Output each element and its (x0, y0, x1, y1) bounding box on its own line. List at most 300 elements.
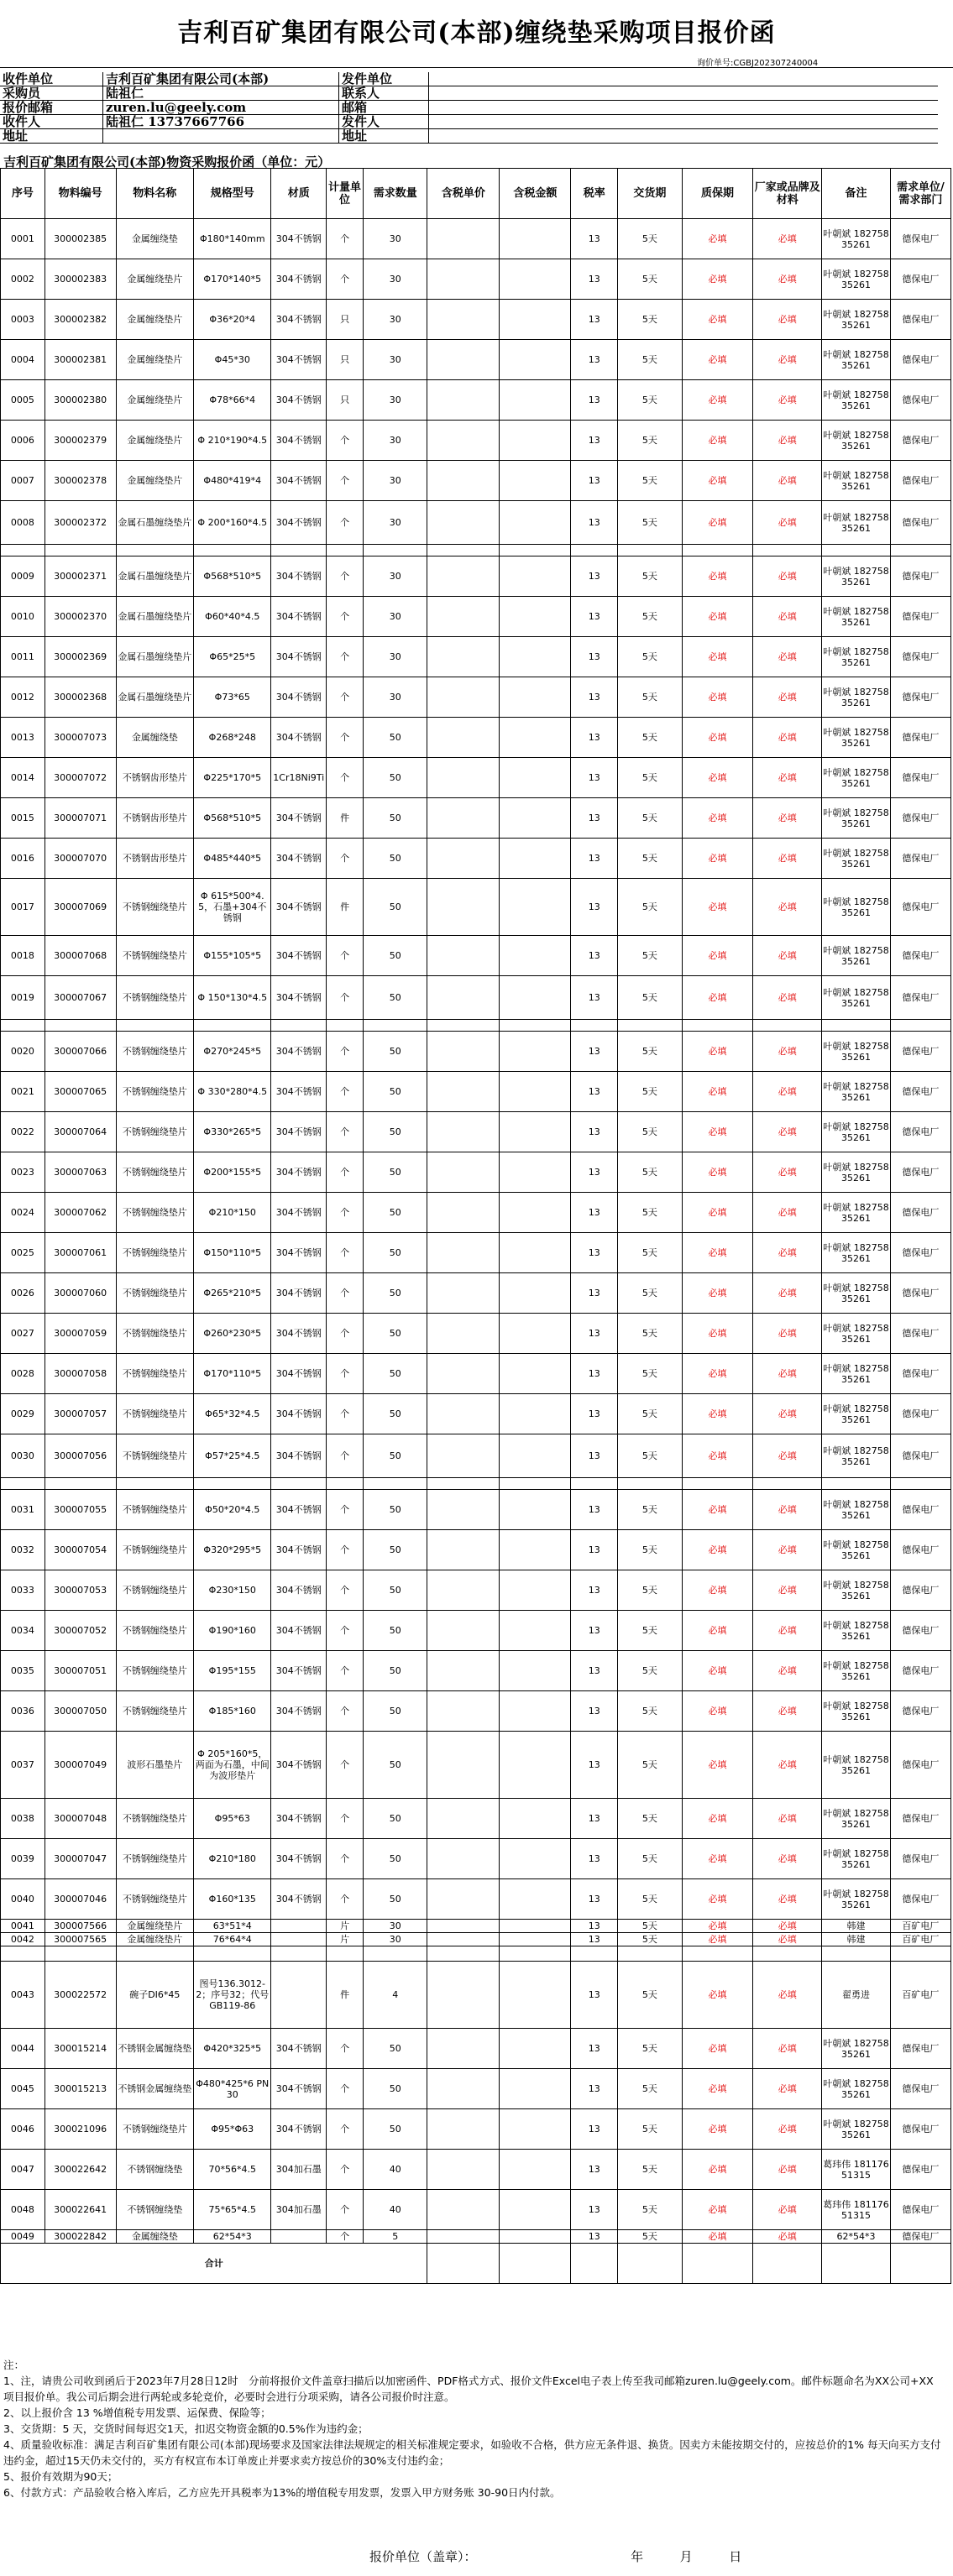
amount-input[interactable] (500, 1570, 571, 1611)
remark: 叶朝斌 18275835261 (822, 597, 891, 637)
amount-input[interactable] (500, 2150, 571, 2190)
amount-input[interactable] (500, 798, 571, 839)
department: 德保电厂 (890, 2029, 950, 2069)
warranty-field[interactable]: 必填 (682, 1920, 753, 1933)
warranty-field[interactable]: 必填 (682, 2029, 753, 2069)
brand-field[interactable]: 必填 (753, 1962, 822, 2029)
unit-price-input[interactable] (427, 1032, 500, 1072)
warranty-field[interactable]: 必填 (682, 2069, 753, 2109)
warranty-field[interactable]: 必填 (682, 501, 753, 545)
brand-field[interactable]: 必填 (753, 1354, 822, 1394)
delivery-period: 5天 (618, 1490, 682, 1530)
unit-price-input[interactable] (427, 461, 500, 501)
unit: 个 (327, 1072, 364, 1112)
unit-price-input[interactable] (427, 1273, 500, 1314)
warranty-field[interactable]: 必填 (682, 1072, 753, 1112)
note-line: 5、报价有效期为90天； (3, 2470, 118, 2483)
amount-input[interactable] (500, 718, 571, 758)
table-subtitle: 吉利百矿集团有限公司(本部)物资采购报价函（单位：元） (3, 154, 331, 170)
brand-field[interactable]: 必填 (753, 1879, 822, 1920)
unit-price-input[interactable] (427, 597, 500, 637)
table-row (1, 1962, 951, 2029)
remark: 叶朝斌 18275835261 (822, 501, 891, 545)
unit-price-input[interactable] (427, 2029, 500, 2069)
info-value[interactable]: 吉利百矿集团有限公司(本部) (103, 72, 339, 86)
brand-field[interactable]: 必填 (753, 879, 822, 936)
unit-price-input[interactable] (427, 1839, 500, 1879)
amount-input[interactable] (500, 300, 571, 340)
brand-field[interactable]: 必填 (753, 2029, 822, 2069)
warranty-field[interactable]: 必填 (682, 637, 753, 677)
delivery-period: 5天 (618, 1072, 682, 1112)
warranty-field[interactable]: 必填 (682, 1530, 753, 1570)
brand-field[interactable]: 必填 (753, 798, 822, 839)
unit-price-input[interactable] (427, 1691, 500, 1732)
unit-price-input[interactable] (427, 798, 500, 839)
quantity: 50 (364, 1839, 427, 1879)
brand-field[interactable]: 必填 (753, 936, 822, 976)
row-number: 0026 (1, 1273, 45, 1314)
warranty-field[interactable]: 必填 (682, 1933, 753, 1946)
warranty-field[interactable]: 必填 (682, 461, 753, 501)
amount-input[interactable] (500, 556, 571, 597)
spec: Φ268*248 (194, 718, 271, 758)
quantity: 30 (364, 219, 427, 259)
material-name: 不锈钢缠绕垫片 (116, 1354, 193, 1394)
warranty-field[interactable]: 必填 (682, 1394, 753, 1434)
amount-input[interactable] (500, 1691, 571, 1732)
unit: 个 (327, 1570, 364, 1611)
notes-section (3, 2357, 944, 2500)
warranty-field[interactable]: 必填 (682, 259, 753, 300)
material-name: 不锈钢缠绕垫片 (116, 1570, 193, 1611)
note-line: 4、质量验收标准：满足吉利百矿集团有限公司(本部)现场要求及国家法律法规规定的相关标准规定要求，如验收不合格，供方应无条件退、换货。因卖方未能按期交付的，应按总价的1% 每天向买方支付违约金，超过15天仍未交付的，买方有权宣布本订单废止并要求卖方按总价的30%支付违约金； (3, 2438, 941, 2467)
unit-price-input[interactable] (427, 2230, 500, 2244)
amount-input[interactable] (500, 421, 571, 461)
info-value[interactable]: 陆祖仁 13737667766 (103, 115, 339, 129)
unit-price-input[interactable] (427, 1394, 500, 1434)
brand-field[interactable]: 必填 (753, 1839, 822, 1879)
amount-input[interactable] (500, 1920, 571, 1933)
amount-input[interactable] (500, 677, 571, 718)
spec (194, 1020, 271, 1032)
warranty-field[interactable]: 必填 (682, 1193, 753, 1233)
unit-price-input[interactable] (427, 936, 500, 976)
table-row (1, 2190, 951, 2230)
amount-input[interactable] (500, 461, 571, 501)
warranty-field[interactable]: 必填 (682, 936, 753, 976)
unit-price-input[interactable] (427, 1112, 500, 1152)
unit-price-input[interactable] (427, 1314, 500, 1354)
unit-price-input[interactable] (427, 718, 500, 758)
department: 德保电厂 (890, 839, 950, 879)
warranty-field[interactable]: 必填 (682, 758, 753, 798)
amount-input[interactable] (500, 936, 571, 976)
unit-price-input[interactable] (427, 1933, 500, 1946)
brand-field[interactable]: 必填 (753, 421, 822, 461)
brand-field[interactable]: 必填 (753, 2190, 822, 2230)
brand-field[interactable]: 必填 (753, 1732, 822, 1799)
warranty-field[interactable]: 必填 (682, 1799, 753, 1839)
info-row (0, 129, 938, 144)
warranty-field[interactable]: 必填 (682, 1434, 753, 1478)
material (271, 1933, 327, 1946)
unit-price-input[interactable] (427, 2190, 500, 2230)
info-value[interactable] (429, 129, 939, 144)
warranty-field[interactable]: 必填 (682, 380, 753, 421)
brand-field[interactable]: 必填 (753, 1152, 822, 1193)
amount-input[interactable] (500, 340, 571, 380)
amount-input[interactable] (500, 1193, 571, 1233)
amount-input[interactable] (500, 1962, 571, 2029)
amount-input[interactable] (500, 1072, 571, 1112)
brand-field[interactable]: 必填 (753, 219, 822, 259)
material: 304不锈钢 (271, 2109, 327, 2150)
spec: Φ225*170*5 (194, 758, 271, 798)
brand-field[interactable]: 必填 (753, 1570, 822, 1611)
material-name: 不锈钢缠绕垫片 (116, 1273, 193, 1314)
amount-input[interactable] (500, 597, 571, 637)
spec: Φ420*325*5 (194, 2029, 271, 2069)
info-value[interactable]: 陆祖仁 (103, 86, 339, 101)
quantity: 50 (364, 1193, 427, 1233)
remark: 叶朝斌 18275835261 (822, 2069, 891, 2109)
remark: 叶朝斌 18275835261 (822, 1434, 891, 1478)
unit-price-input[interactable] (427, 637, 500, 677)
material-name: 碗子DI6*45 (116, 1962, 193, 2029)
amount-input[interactable] (500, 758, 571, 798)
unit: 个 (327, 421, 364, 461)
amount-input[interactable] (500, 1490, 571, 1530)
quantity: 30 (364, 501, 427, 545)
warranty-field[interactable]: 必填 (682, 839, 753, 879)
brand-field[interactable]: 必填 (753, 637, 822, 677)
material-code: 300007057 (45, 1394, 116, 1434)
amount-input[interactable] (500, 2230, 571, 2244)
material-code: 300007056 (45, 1434, 116, 1478)
amount-input[interactable] (500, 839, 571, 879)
row-number: 0018 (1, 936, 45, 976)
tax-rate: 13 (571, 879, 618, 936)
amount-input[interactable] (500, 1879, 571, 1920)
brand-field[interactable]: 必填 (753, 1651, 822, 1691)
warranty-field[interactable]: 必填 (682, 1651, 753, 1691)
unit-price-input[interactable] (427, 1570, 500, 1611)
unit: 个 (327, 1611, 364, 1651)
remark: 叶朝斌 18275835261 (822, 1570, 891, 1611)
unit-price-input[interactable] (427, 1152, 500, 1193)
tax-rate: 13 (571, 1920, 618, 1933)
unit-price-input[interactable] (427, 1530, 500, 1570)
brand-field[interactable]: 必填 (753, 300, 822, 340)
warranty-field[interactable]: 必填 (682, 1152, 753, 1193)
row-number: 0044 (1, 2029, 45, 2069)
column-header: 需求单位/需求部门 (890, 169, 950, 219)
amount-input[interactable] (500, 1273, 571, 1314)
spec: Φ95*63 (194, 1799, 271, 1839)
unit-price-input[interactable] (427, 976, 500, 1020)
row-number: 0016 (1, 839, 45, 879)
brand-field[interactable]: 必填 (753, 556, 822, 597)
brand-field[interactable]: 必填 (753, 1490, 822, 1530)
unit-price-input[interactable] (427, 1233, 500, 1273)
warranty-field[interactable]: 必填 (682, 2230, 753, 2244)
unit-price-input[interactable] (427, 1072, 500, 1112)
brand-field[interactable]: 必填 (753, 340, 822, 380)
warranty-field[interactable]: 必填 (682, 879, 753, 936)
info-value[interactable]: zuren.lu@geely.com (103, 101, 339, 115)
amount-input[interactable] (500, 1732, 571, 1799)
warranty-field[interactable]: 必填 (682, 1354, 753, 1394)
tax-rate: 13 (571, 1962, 618, 2029)
warranty-field[interactable]: 必填 (682, 1732, 753, 1799)
unit-price-input[interactable] (427, 2150, 500, 2190)
unit-price-input[interactable] (427, 879, 500, 936)
column-header: 税率 (571, 169, 618, 219)
remark: 叶朝斌 18275835261 (822, 1273, 891, 1314)
delivery-period: 5天 (618, 1732, 682, 1799)
unit-price-input[interactable] (427, 839, 500, 879)
material-code: 300007050 (45, 1691, 116, 1732)
tax-rate: 13 (571, 936, 618, 976)
amount-input[interactable] (500, 2029, 571, 2069)
brand-field[interactable]: 必填 (753, 1920, 822, 1933)
unit-price-input[interactable] (427, 1920, 500, 1933)
amount-input[interactable] (500, 637, 571, 677)
unit-price-input[interactable] (427, 1651, 500, 1691)
delivery-period: 5天 (618, 1032, 682, 1072)
info-value[interactable] (429, 86, 939, 101)
info-row (0, 72, 938, 86)
amount-input[interactable] (500, 501, 571, 545)
row-number: 0046 (1, 2109, 45, 2150)
brand-field[interactable]: 必填 (753, 1072, 822, 1112)
amount-input[interactable] (500, 259, 571, 300)
total-cell (890, 2244, 950, 2284)
amount-input[interactable] (500, 976, 571, 1020)
brand-field[interactable]: 必填 (753, 1233, 822, 1273)
table-row (1, 1354, 951, 1394)
spec: Φ480*425*6 PN30 (194, 2069, 271, 2109)
warranty-field[interactable]: 必填 (682, 1691, 753, 1732)
warranty-field[interactable]: 必填 (682, 1962, 753, 2029)
unit-price-input[interactable] (427, 758, 500, 798)
brand-field[interactable]: 必填 (753, 501, 822, 545)
amount-input[interactable] (500, 1354, 571, 1394)
material-name: 不锈钢齿形垫片 (116, 839, 193, 879)
delivery-period: 5天 (618, 1233, 682, 1273)
amount-input[interactable] (500, 1434, 571, 1478)
unit-price-input[interactable] (427, 421, 500, 461)
quantity: 5 (364, 2230, 427, 2244)
brand-field[interactable]: 必填 (753, 1530, 822, 1570)
amount-input[interactable] (500, 1233, 571, 1273)
amount-input[interactable] (500, 1394, 571, 1434)
remark: 叶朝斌 18275835261 (822, 1152, 891, 1193)
material: 304不锈钢 (271, 259, 327, 300)
warranty-field[interactable]: 必填 (682, 1112, 753, 1152)
unit: 个 (327, 2230, 364, 2244)
info-value[interactable] (429, 115, 939, 129)
amount-input[interactable] (500, 1611, 571, 1651)
unit-price-input[interactable] (427, 1799, 500, 1839)
unit-price-input[interactable] (427, 340, 500, 380)
amount-input[interactable] (500, 2190, 571, 2230)
brand-field[interactable]: 必填 (753, 2230, 822, 2244)
department: 德保电厂 (890, 1394, 950, 1434)
material-name: 不锈钢缠绕垫片 (116, 1691, 193, 1732)
warranty-field[interactable]: 必填 (682, 340, 753, 380)
material: 304不锈钢 (271, 1530, 327, 1570)
amount-input[interactable] (500, 1152, 571, 1193)
brand-field[interactable]: 必填 (753, 758, 822, 798)
unit-price-input[interactable] (427, 380, 500, 421)
spec: 75*65*4.5 (194, 2190, 271, 2230)
warranty-field[interactable]: 必填 (682, 2109, 753, 2150)
unit-price-input[interactable] (427, 1354, 500, 1394)
unit-price-input[interactable] (427, 677, 500, 718)
spec (194, 545, 271, 556)
unit-price-input[interactable] (427, 219, 500, 259)
unit-price-input[interactable] (427, 1434, 500, 1478)
unit-price-input[interactable] (427, 2069, 500, 2109)
brand-field[interactable]: 必填 (753, 1314, 822, 1354)
unit-price-input[interactable] (427, 1193, 500, 1233)
unit-price-input[interactable] (427, 1611, 500, 1651)
material: 304不锈钢 (271, 976, 327, 1020)
row-number: 0001 (1, 219, 45, 259)
warranty-field[interactable]: 必填 (682, 976, 753, 1020)
total-amount-input[interactable] (500, 2244, 571, 2284)
unit-price-input[interactable] (427, 1490, 500, 1530)
brand-field[interactable]: 必填 (753, 2109, 822, 2150)
spacer-row (1, 1478, 951, 1490)
brand-field[interactable]: 必填 (753, 259, 822, 300)
table-row (1, 380, 951, 421)
unit-price-input (427, 1946, 500, 1962)
brand-field[interactable]: 必填 (753, 839, 822, 879)
brand-field[interactable]: 必填 (753, 1691, 822, 1732)
brand-field[interactable]: 必填 (753, 2150, 822, 2190)
material-name: 不锈钢缠绕垫片 (116, 1490, 193, 1530)
spec: Φ170*140*5 (194, 259, 271, 300)
unit-price-input[interactable] (427, 2109, 500, 2150)
material: 304不锈钢 (271, 421, 327, 461)
brand-field[interactable]: 必填 (753, 1032, 822, 1072)
brand-field[interactable]: 必填 (753, 461, 822, 501)
table-row (1, 2109, 951, 2150)
warranty-field[interactable]: 必填 (682, 597, 753, 637)
unit-price-input[interactable] (427, 1732, 500, 1799)
amount-input[interactable] (500, 1933, 571, 1946)
amount-input[interactable] (500, 1530, 571, 1570)
department: 德保电厂 (890, 637, 950, 677)
warranty-field[interactable]: 必填 (682, 1839, 753, 1879)
unit-price-input[interactable] (427, 556, 500, 597)
info-value[interactable] (429, 72, 939, 86)
info-value[interactable] (429, 101, 939, 115)
brand-field[interactable]: 必填 (753, 1933, 822, 1946)
warranty-field[interactable]: 必填 (682, 1611, 753, 1651)
amount-input[interactable] (500, 2069, 571, 2109)
brand-field[interactable]: 必填 (753, 1193, 822, 1233)
warranty-field[interactable]: 必填 (682, 798, 753, 839)
warranty-field[interactable]: 必填 (682, 1314, 753, 1354)
amount-input[interactable] (500, 1314, 571, 1354)
unit-price-input[interactable] (427, 259, 500, 300)
brand-field[interactable]: 必填 (753, 597, 822, 637)
unit-price-input[interactable] (427, 1879, 500, 1920)
unit-price-input[interactable] (427, 300, 500, 340)
spec: Φ568*510*5 (194, 556, 271, 597)
warranty-field[interactable]: 必填 (682, 2190, 753, 2230)
brand-field[interactable]: 必填 (753, 1434, 822, 1478)
remark: 叶朝斌 18275835261 (822, 340, 891, 380)
amount-input[interactable] (500, 1032, 571, 1072)
warranty-field[interactable]: 必填 (682, 300, 753, 340)
material: 304不锈钢 (271, 1732, 327, 1799)
brand-field[interactable]: 必填 (753, 677, 822, 718)
warranty-field[interactable]: 必填 (682, 1233, 753, 1273)
warranty-field[interactable]: 必填 (682, 1490, 753, 1530)
brand-field[interactable]: 必填 (753, 1112, 822, 1152)
amount-input[interactable] (500, 380, 571, 421)
brand-field[interactable]: 必填 (753, 1273, 822, 1314)
delivery-period: 5天 (618, 2029, 682, 2069)
brand-field (753, 1946, 822, 1962)
tax-rate: 13 (571, 1354, 618, 1394)
brand-field[interactable]: 必填 (753, 976, 822, 1020)
warranty-field[interactable]: 必填 (682, 1570, 753, 1611)
note-line: 2、以上报价含 13 %增值税专用发票、运保费、保险等； (3, 2406, 271, 2419)
amount-input[interactable] (500, 1651, 571, 1691)
brand-field[interactable]: 必填 (753, 380, 822, 421)
brand-field[interactable]: 必填 (753, 2069, 822, 2109)
delivery-period: 5天 (618, 1839, 682, 1879)
warranty-field[interactable]: 必填 (682, 556, 753, 597)
warranty-field[interactable]: 必填 (682, 2150, 753, 2190)
table-row (1, 1879, 951, 1920)
amount-input[interactable] (500, 879, 571, 936)
amount-input[interactable] (500, 219, 571, 259)
amount-input[interactable] (500, 2109, 571, 2150)
warranty-field[interactable]: 必填 (682, 421, 753, 461)
info-label: 联系人 (339, 86, 429, 101)
row-number: 0034 (1, 1611, 45, 1651)
quantity: 30 (364, 637, 427, 677)
brand-field[interactable]: 必填 (753, 1611, 822, 1651)
warranty-field[interactable]: 必填 (682, 219, 753, 259)
unit: 个 (327, 1152, 364, 1193)
brand-field[interactable]: 必填 (753, 1394, 822, 1434)
warranty-field[interactable]: 必填 (682, 718, 753, 758)
amount-input[interactable] (500, 1839, 571, 1879)
unit-price-input[interactable] (427, 501, 500, 545)
tax-rate: 13 (571, 1152, 618, 1193)
brand-field[interactable]: 必填 (753, 1799, 822, 1839)
material-code: 300007059 (45, 1314, 116, 1354)
tax-rate: 13 (571, 1394, 618, 1434)
warranty-field[interactable]: 必填 (682, 1879, 753, 1920)
info-value[interactable] (103, 129, 339, 144)
amount-input[interactable] (500, 1799, 571, 1839)
unit-price-input[interactable] (427, 1962, 500, 2029)
brand-field[interactable]: 必填 (753, 718, 822, 758)
warranty-field[interactable]: 必填 (682, 1032, 753, 1072)
amount-input[interactable] (500, 1112, 571, 1152)
warranty-field[interactable]: 必填 (682, 677, 753, 718)
warranty-field[interactable]: 必填 (682, 1273, 753, 1314)
